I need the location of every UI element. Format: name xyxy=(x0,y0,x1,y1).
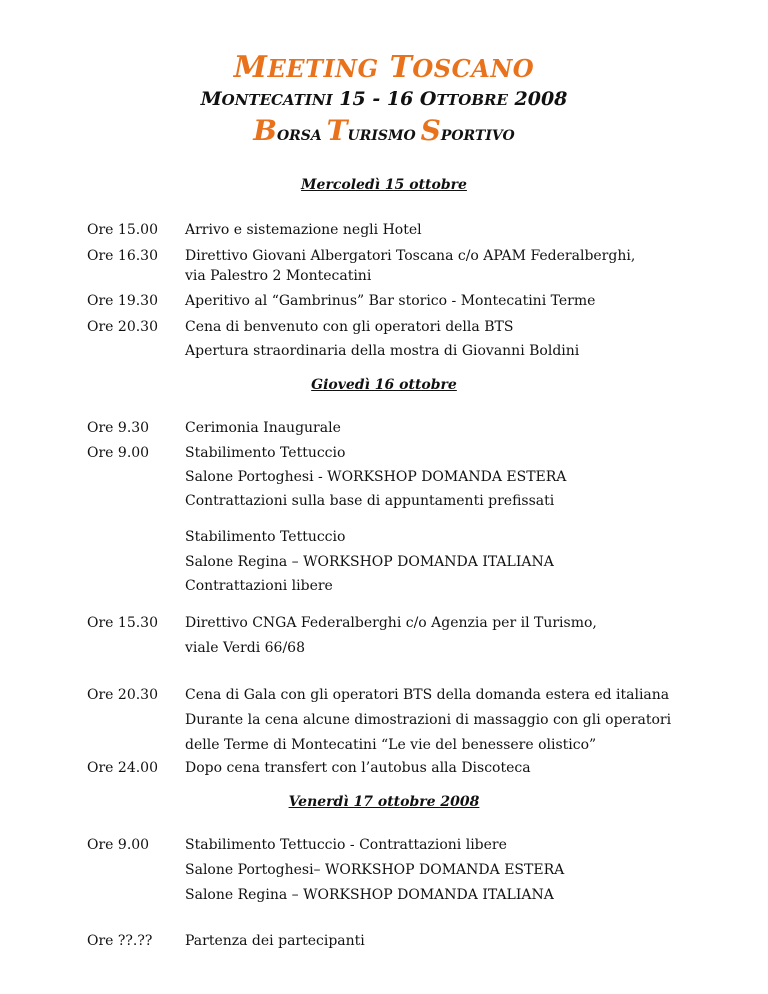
document-title: MEETING TOSCANO xyxy=(233,50,535,85)
schedule-text: Contrattazioni sulla base di appuntamenti prefissati xyxy=(185,493,555,509)
schedule-text: Stabilimento Tettuccio xyxy=(185,445,346,461)
schedule-time: Ore 15.30 xyxy=(87,615,158,631)
schedule-text: Cena di Gala con gli operatori BTS della domanda estera ed italiana xyxy=(185,687,670,703)
schedule-text: Salone Regina – WORKSHOP DOMANDA ITALIANA xyxy=(185,554,554,570)
schedule-text: Salone Regina – WORKSHOP DOMANDA ITALIANA xyxy=(185,887,554,903)
schedule-text: delle Terme di Montecatini “Le vie del benessere olistico” xyxy=(185,737,597,753)
schedule-text: Cena di benvenuto con gli operatori della BTS xyxy=(185,319,514,335)
schedule-time: Ore 9.30 xyxy=(87,420,150,436)
day-heading: Giovedì 16 ottobre xyxy=(311,377,457,393)
schedule-time: Ore 20.30 xyxy=(87,687,158,703)
schedule-text: Direttivo Giovani Albergatori Toscana c/o APAM Federalberghi, xyxy=(185,248,636,264)
schedule-text: Durante la cena alcune dimostrazioni di massaggio con gli operatori xyxy=(185,712,672,728)
schedule-text: viale Verdi 66/68 xyxy=(185,640,305,656)
day-heading: Venerdì 17 ottobre 2008 xyxy=(288,794,480,810)
schedule-text: via Palestro 2 Montecatini xyxy=(185,268,372,284)
schedule-text: Dopo cena transfert con l’autobus alla Discoteca xyxy=(185,760,531,776)
event-name: BORSA TURISMO SPORTIVO xyxy=(253,114,515,147)
schedule-time: Ore 9.00 xyxy=(87,445,150,461)
schedule-text: Apertura straordinaria della mostra di Giovanni Boldini xyxy=(185,343,580,359)
schedule-text: Contrattazioni libere xyxy=(185,578,333,594)
schedule-text: Cerimonia Inaugurale xyxy=(185,420,341,436)
schedule-time: Ore 24.00 xyxy=(87,760,158,776)
schedule-text: Salone Portoghesi– WORKSHOP DOMANDA ESTERA xyxy=(185,862,565,878)
schedule-time: Ore 16.30 xyxy=(87,248,158,264)
schedule-time: Ore ??.?? xyxy=(87,933,153,949)
schedule-time: Ore 9.00 xyxy=(87,837,150,853)
schedule-text: Partenza dei partecipanti xyxy=(185,933,365,949)
schedule-text: Direttivo CNGA Federalberghi c/o Agenzia per il Turismo, xyxy=(185,615,597,631)
day-heading: Mercoledì 15 ottobre xyxy=(301,177,467,193)
schedule-text: Stabilimento Tettuccio - Contrattazioni libere xyxy=(185,837,507,853)
document-subtitle: MONTECATINI 15 - 16 OTTOBRE 2008 xyxy=(200,88,568,110)
schedule-text: Salone Portoghesi - WORKSHOP DOMANDA ESTERA xyxy=(185,469,567,485)
schedule-text: Aperitivo al “Gambrinus” Bar storico - Montecatini Terme xyxy=(185,293,596,309)
schedule-text: Stabilimento Tettuccio xyxy=(185,529,346,545)
schedule-text: Arrivo e sistemazione negli Hotel xyxy=(185,222,422,238)
schedule-time: Ore 19.30 xyxy=(87,293,158,309)
schedule-time: Ore 20.30 xyxy=(87,319,158,335)
schedule-time: Ore 15.00 xyxy=(87,222,158,238)
